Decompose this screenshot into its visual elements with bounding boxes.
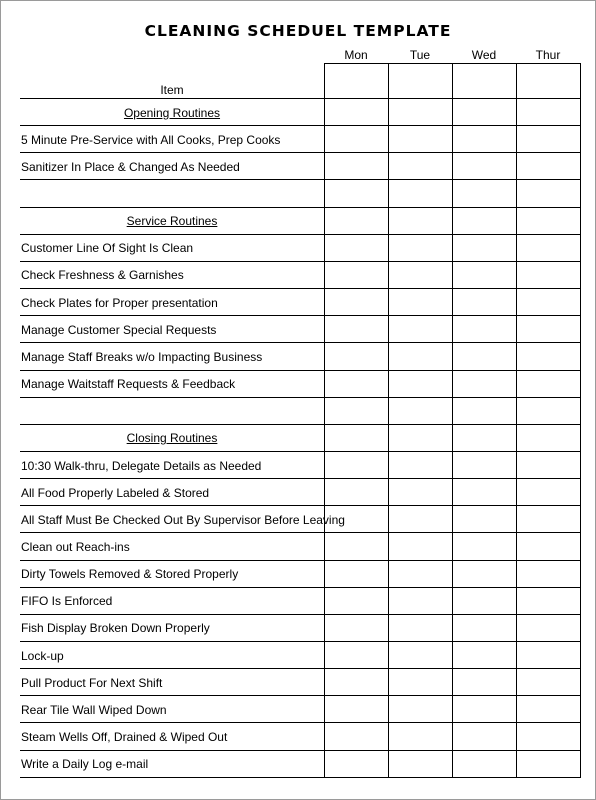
task-row-label: Write a Daily Log e-mail xyxy=(21,757,149,771)
row-divider xyxy=(20,315,581,316)
row-divider xyxy=(20,370,581,371)
task-row-label: Clean out Reach-ins xyxy=(21,540,130,554)
row-divider xyxy=(20,478,581,479)
column-divider xyxy=(580,63,581,778)
row-divider xyxy=(20,342,581,343)
task-row-label: 5 Minute Pre-Service with All Cooks, Prep Cooks xyxy=(21,133,281,147)
row-divider xyxy=(20,152,581,153)
document-title: CLEANING SCHEDUEL TEMPLATE xyxy=(144,22,452,40)
row-divider xyxy=(20,179,581,180)
row-divider xyxy=(20,424,581,425)
column-divider xyxy=(388,63,389,778)
row-divider xyxy=(20,261,581,262)
column-divider xyxy=(324,63,325,778)
row-divider xyxy=(20,207,581,208)
row-divider xyxy=(20,98,581,99)
task-row-label: Lock-up xyxy=(21,649,64,663)
task-row-label: Check Plates for Proper presentation xyxy=(21,296,218,310)
column-divider xyxy=(452,63,453,778)
task-row-label: Dirty Towels Removed & Stored Properly xyxy=(21,567,239,581)
row-divider xyxy=(20,587,581,588)
task-row-label: Manage Staff Breaks w/o Impacting Business xyxy=(21,350,263,364)
section-heading: Closing Routines xyxy=(126,431,218,445)
row-divider xyxy=(20,505,581,506)
row-divider xyxy=(20,777,581,778)
row-divider xyxy=(20,641,581,642)
task-row-label: Customer Line Of Sight Is Clean xyxy=(21,241,194,255)
task-row-label: All Staff Must Be Checked Out By Supervisor Before Leaving xyxy=(21,513,345,527)
section-heading: Opening Routines xyxy=(123,106,221,120)
section-heading: Service Routines xyxy=(126,214,218,228)
row-divider xyxy=(20,668,581,669)
row-divider xyxy=(20,125,581,126)
task-row-label: Sanitizer In Place & Changed As Needed xyxy=(21,160,240,174)
task-row-label: Steam Wells Off, Drained & Wiped Out xyxy=(21,730,228,744)
row-divider xyxy=(20,750,581,751)
row-divider xyxy=(20,722,581,723)
column-divider xyxy=(516,63,517,778)
task-row-label: All Food Properly Labeled & Stored xyxy=(21,486,210,500)
task-row-label: 10:30 Walk-thru, Delegate Details as Needed xyxy=(21,459,262,473)
day-header-wed: Wed xyxy=(471,48,497,62)
task-row-label: Manage Customer Special Requests xyxy=(21,323,217,337)
row-divider xyxy=(20,560,581,561)
task-row-label: Manage Waitstaff Requests & Feedback xyxy=(21,377,236,391)
task-row-label: Rear Tile Wall Wiped Down xyxy=(21,703,167,717)
day-header-tue: Tue xyxy=(409,48,431,62)
task-row-label: Pull Product For Next Shift xyxy=(21,676,163,690)
day-header-mon: Mon xyxy=(344,48,368,62)
row-divider xyxy=(20,397,581,398)
row-divider xyxy=(20,234,581,235)
task-row-label: FIFO Is Enforced xyxy=(21,594,113,608)
task-row-label: Fish Display Broken Down Properly xyxy=(21,621,210,635)
row-divider xyxy=(20,614,581,615)
row-divider xyxy=(20,695,581,696)
row-divider xyxy=(20,532,581,533)
row-divider xyxy=(20,451,581,452)
task-row-label: Check Freshness & Garnishes xyxy=(21,268,184,282)
day-header-thur: Thur xyxy=(535,48,561,62)
item-column-header: Item xyxy=(160,83,184,97)
row-divider xyxy=(20,288,581,289)
